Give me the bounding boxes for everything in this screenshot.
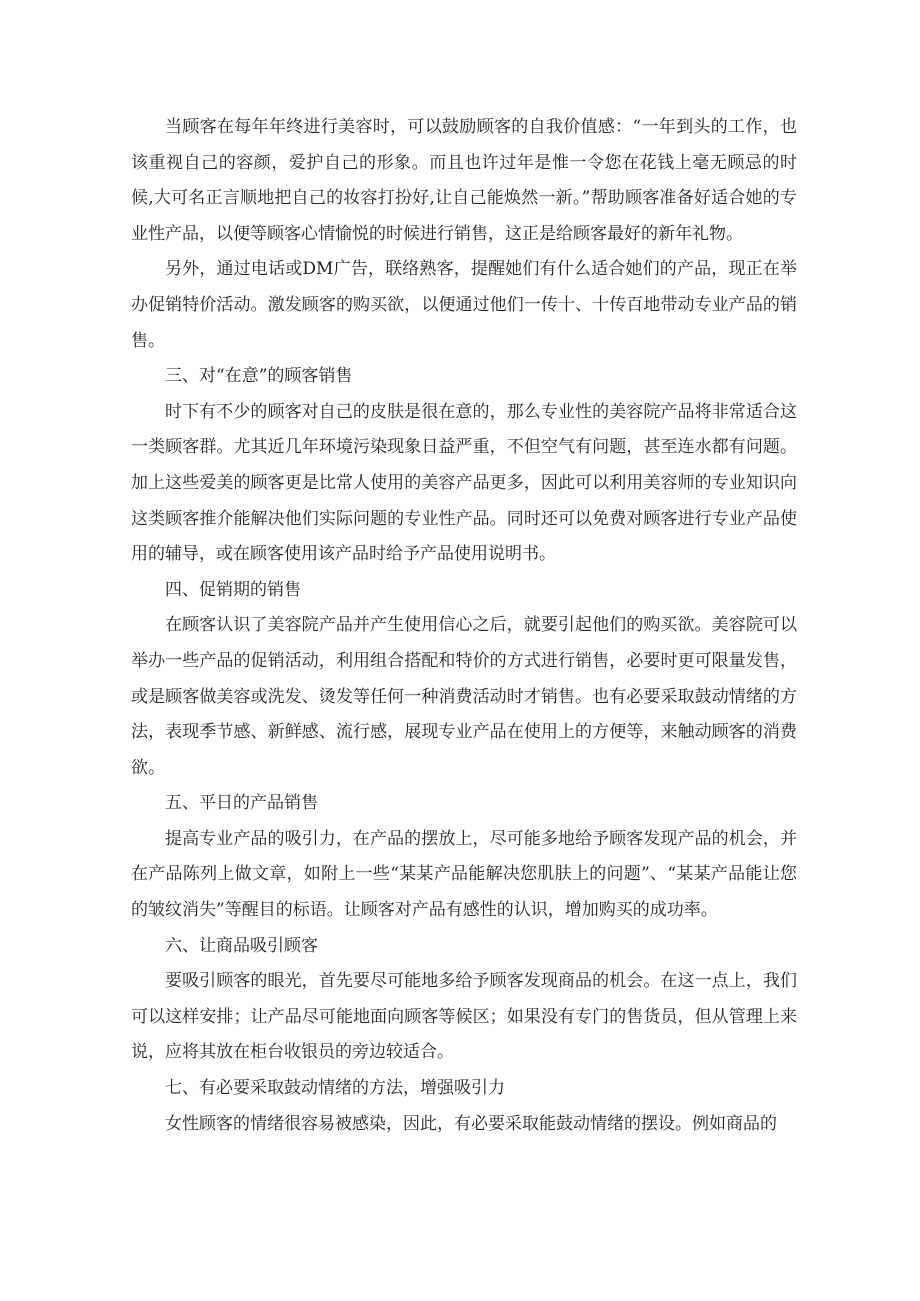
paragraph-text: 在顾客认识了美容院产品并产生使用信心之后，就要引起他们的购买欲。美容院可以举办一些产品的促销活动，利用组合搭配和特价的方式进行销售，必要时更可限量发售，或是顾客做美容或洗发、烫发等任何一种消费活动时才销售。也有必要采取鼓动情绪的方法，表现季节感、新鲜感、流行感，展现专业产品在使用上的方便等，来触动顾客的消费欲。 [131,615,797,778]
paragraph-daily-sales [131,822,797,929]
section-heading-4 [131,573,797,609]
paragraph-text: 时下有不少的顾客对自己的皮肤是很在意的，那么专业性的美容院产品将非常适合这一类顾客群。尤其近几年环境污染现象日益严重，不但空气有问题，甚至连水都有问题。加上这些爱美的顾客更是比常人使用的美容产品更多，因此可以利用美容师的专业知识向这类顾客推介能解决他们实际问题的专业性产品。同时还可以免费对顾客进行专业产品使用的辅导，或在顾客使用该产品时给予产品使用说明书。 [131,401,797,565]
section-heading-3 [131,359,797,395]
paragraph-text: 提高专业产品的吸引力，在产品的摆放上，尽可能多地给予顾客发现产品的机会，并在产品陈列上做文章，如附上一些“某某产品能解决您肌肤上的问题”、“某某产品能让您的皱纹消失”等醒目的标语。让顾客对产品有感性的认识，增加购买的成功率。 [131,828,797,921]
section-heading-5 [131,786,797,822]
paragraph-phone-dm-ads [131,252,797,359]
heading-text: 七、有必要采取鼓动情绪的方法，增强吸引力 [165,1078,505,1099]
paragraph-product-attraction [131,964,797,1071]
paragraph-text: 女性顾客的情绪很容易被感染，因此，有必要采取能鼓动情绪的摆设。例如商品的 [165,1113,777,1134]
paragraph-skin-conscious [131,395,797,573]
paragraph-promotion [131,608,797,786]
paragraph-new-year-sales [131,110,797,252]
heading-text: 四、促销期的销售 [165,579,301,600]
heading-text: 五、平日的产品销售 [165,793,318,814]
paragraph-text: 另外，通过电话或DM广告，联络熟客，提醒她们有什么适合她们的产品，现正在举办促销特价活动。激发顾客的购买欲，以便通过他们一传十、十传百地带动专业产品的销售。 [131,259,797,351]
section-heading-6 [131,929,797,965]
heading-text: 三、对“在意”的顾客销售 [165,366,353,387]
heading-text: 六、让商品吸引顾客 [165,935,318,956]
paragraph-emotional-display [131,1107,797,1143]
document-body [131,110,797,1142]
section-heading-7 [131,1071,797,1107]
paragraph-text: 当顾客在每年年终进行美容时，可以鼓励顾客的自我价值感：“一年到头的工作，也该重视自己的容颜，爱护自己的形象。而且也许过年是惟一令您在花钱上毫无顾忌的时候,大可名正言顺地把自己的妆容打扮好,让自己能焕然一新。”帮助顾客准备好适合她的专业性产品，以便等顾客心情愉悦的时候进行销售，这正是给顾客最好的新年礼物。 [131,117,797,244]
paragraph-text: 要吸引顾客的眼光，首先要尽可能地多给予顾客发现商品的机会。在这一点上，我们可以这样安排；让产品尽可能地面向顾客等候区；如果没有专门的售货员，但从管理上来说，应将其放在柜台收银员的旁边较适合。 [131,971,797,1063]
